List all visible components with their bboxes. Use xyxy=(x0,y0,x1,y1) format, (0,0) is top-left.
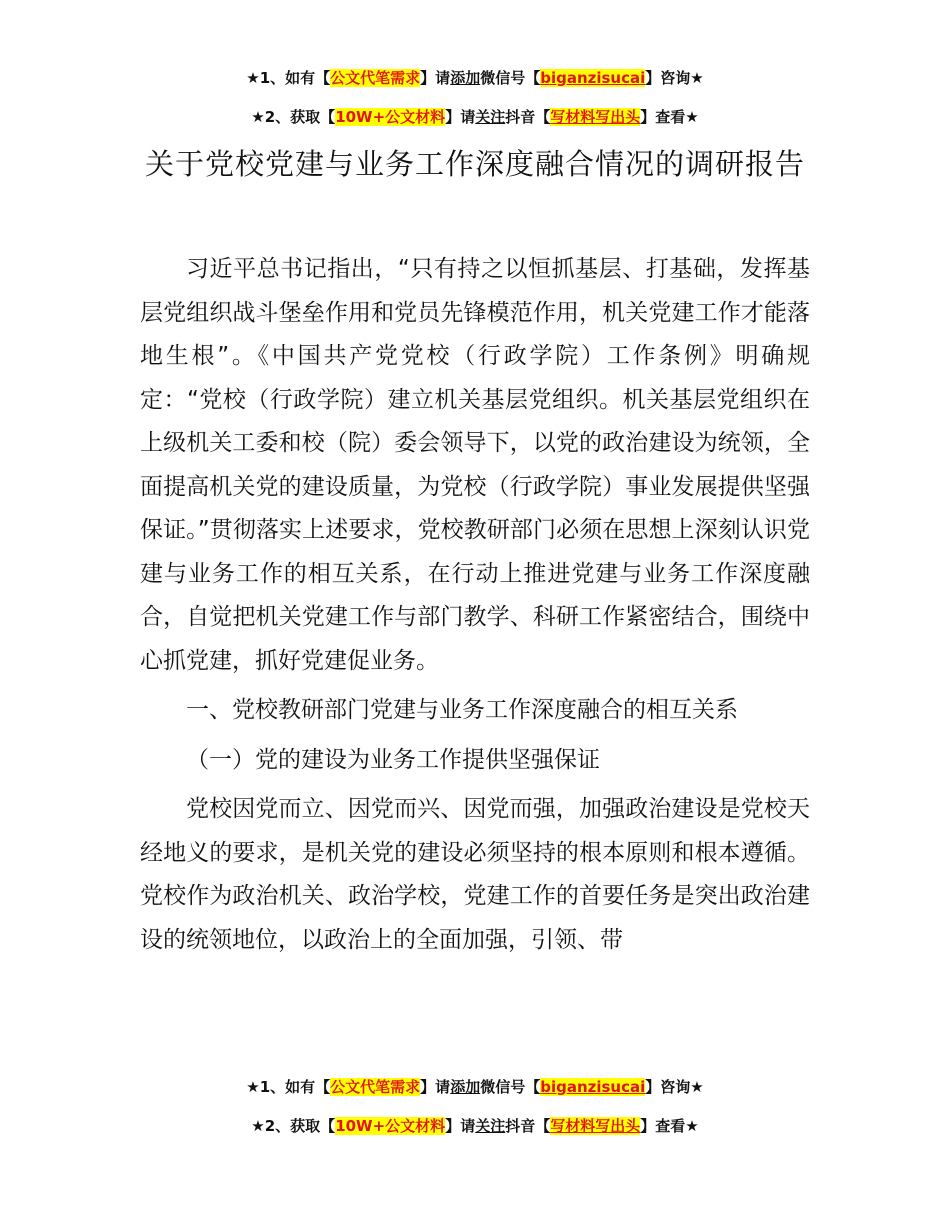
banner-text: 抖音【 xyxy=(505,108,551,126)
banner-highlight: 公文代笔需求 xyxy=(330,69,421,87)
body-paragraph: 习近平总书记指出，“只有持之以恒抓基层、打基础，发挥基层党组织战斗堡垒作用和党员先锋模范作用，机关党建工作才能落地生根”。《中国共产党党校（行政学院）工作条例》明确规定：“党校（行政学院）建立机关基层党组织。机关基层党组织在上级机关工委和校（院）委会领导下，以党的政治建设为统领，全面提高机关党的建设质量，为党校（行政学院）事业发展提供坚强保证。”贯彻落实上述要求，党校教研部门必须在思想上深刻认识党建与业务工作的相互关系，在行动上推进党建与业务工作深度融合，自觉把机关党建工作与部门教学、科研工作紧密结合，围绕中心抓党建，抓好党建促业务。 xyxy=(140,256,810,674)
banner-text: 】查看★ xyxy=(640,1117,699,1135)
top-banner-line-2 xyxy=(0,105,950,129)
banner-douyin-link[interactable]: 写材料写出头 xyxy=(550,108,641,126)
banner-text: ★2、获取【 xyxy=(251,1117,336,1135)
bottom-banner-line-1 xyxy=(0,1075,950,1099)
banner-emphasis: 关注 xyxy=(475,108,506,126)
banner-wechat-id-link[interactable]: biganzisucai xyxy=(540,69,646,87)
banner-text: ★1、如有【 xyxy=(246,1078,331,1096)
document-body xyxy=(140,248,810,962)
banner-text: 】请 xyxy=(420,69,451,87)
banner-text: 】查看★ xyxy=(640,108,699,126)
banner-text: 微信号【 xyxy=(480,1078,541,1096)
banner-wechat-id-link[interactable]: biganzisucai xyxy=(540,1078,646,1096)
banner-text: 微信号【 xyxy=(480,69,541,87)
banner-highlight: 10W+公文材料 xyxy=(335,1117,446,1135)
banner-text: ★2、获取【 xyxy=(251,108,336,126)
banner-text: 抖音【 xyxy=(505,1117,551,1135)
banner-emphasis: 添加 xyxy=(450,69,481,87)
banner-text: 】请 xyxy=(445,108,476,126)
banner-text: ★1、如有【 xyxy=(246,69,331,87)
banner-emphasis: 关注 xyxy=(475,1117,506,1135)
banner-emphasis: 添加 xyxy=(450,1078,481,1096)
banner-highlight: 公文代笔需求 xyxy=(330,1078,421,1096)
section-heading: 一、党校教研部门党建与业务工作深度融合的相互关系 xyxy=(186,697,738,723)
banner-douyin-link[interactable]: 写材料写出头 xyxy=(550,1117,641,1135)
banner-text: 】请 xyxy=(445,1117,476,1135)
banner-text: 】咨询★ xyxy=(645,1078,704,1096)
banner-text: 】咨询★ xyxy=(645,69,704,87)
document-title: 关于党校党建与业务工作深度融合情况的调研报告 xyxy=(144,147,805,181)
banner-text: 】请 xyxy=(420,1078,451,1096)
section-subheading: （一）党的建设为业务工作提供坚强保证 xyxy=(186,746,600,773)
top-banner-line-1 xyxy=(0,66,950,90)
bottom-banner-line-2 xyxy=(0,1114,950,1138)
body-paragraph: 党校因党而立、因党而兴、因党而强，加强政治建设是党校天经地义的要求，是机关党的建设必须坚持的根本原则和根本遵循。党校作为政治机关、政治学校，党建工作的首要任务是突出政治建设的统领地位，以政治上的全面加强，引领、带 xyxy=(140,796,810,953)
banner-highlight: 10W+公文材料 xyxy=(335,108,446,126)
